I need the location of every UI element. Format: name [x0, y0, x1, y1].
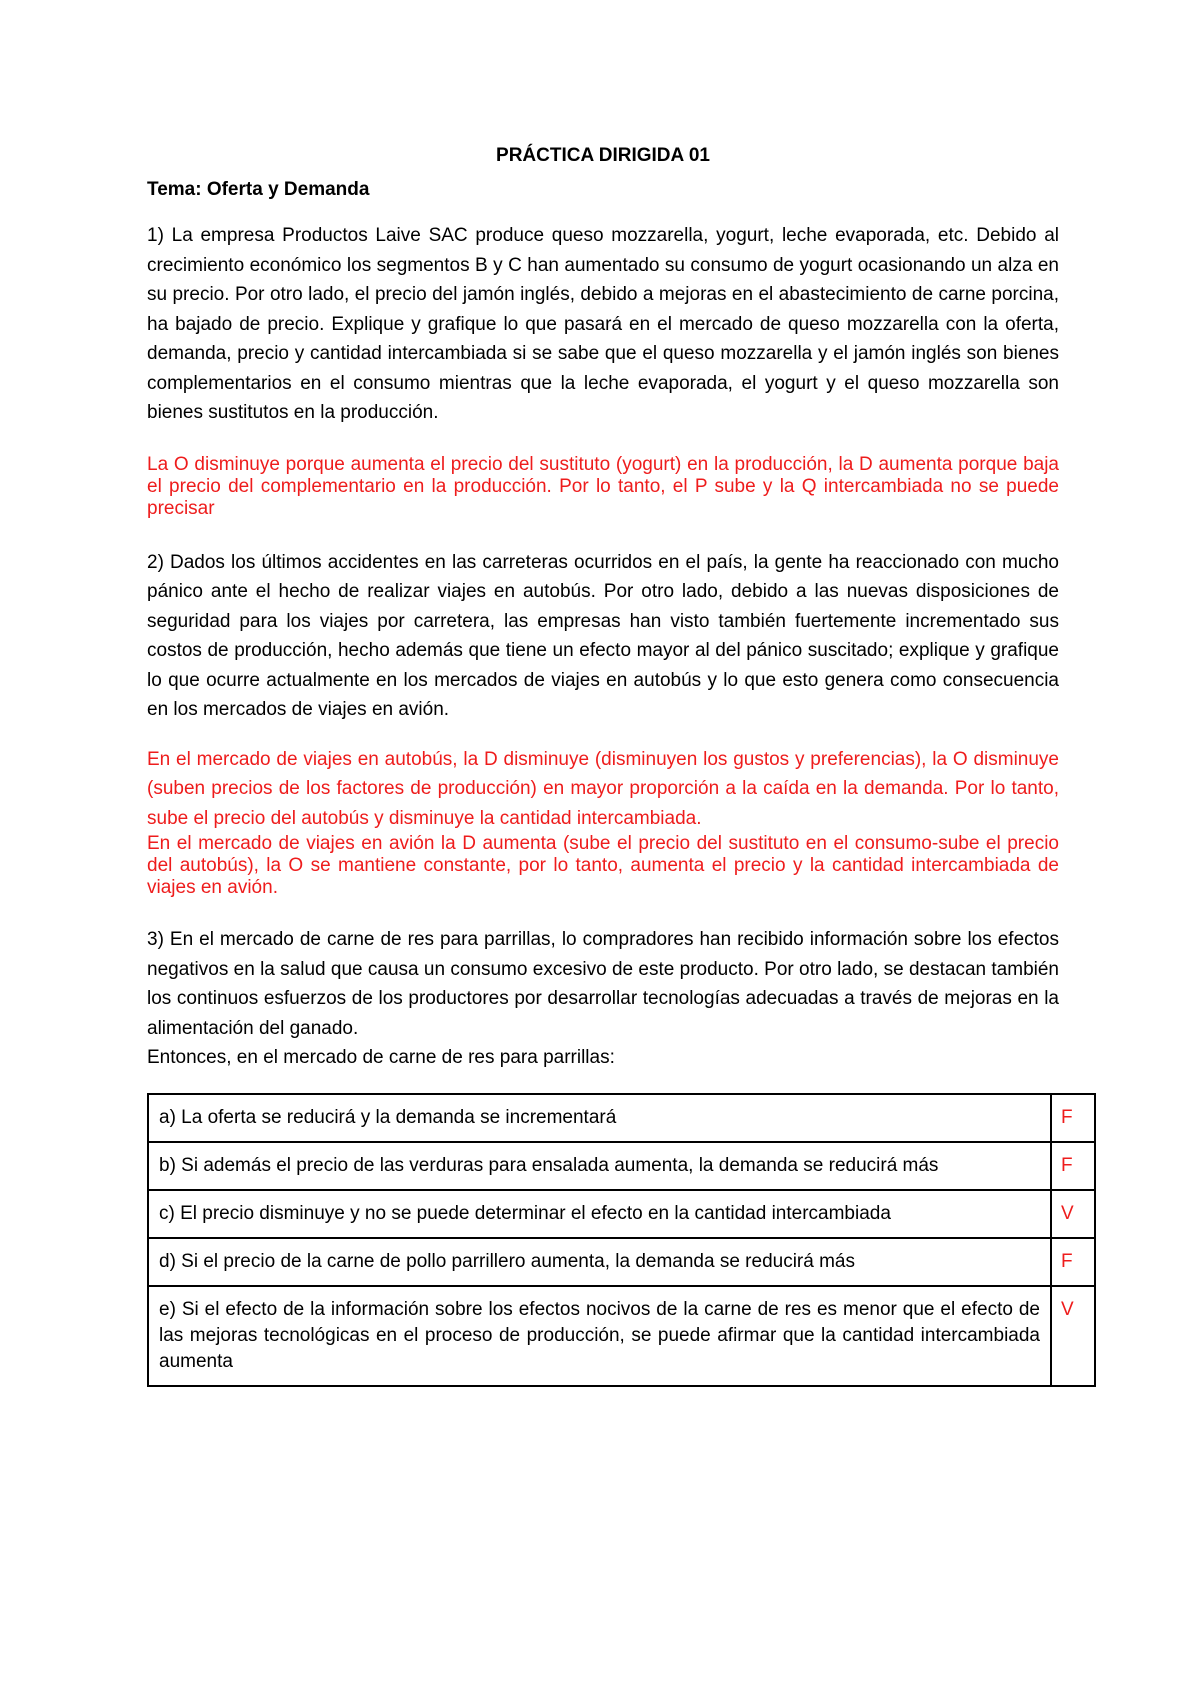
- topic-heading: Tema: Oferta y Demanda: [147, 179, 370, 200]
- statement-text: d) Si el precio de la carne de pollo parrillero aumenta, la demanda se reducirá más: [148, 1238, 1051, 1286]
- question-2: 2) Dados los últimos accidentes en las carreteras ocurridos en el país, la gente ha reaccionado con mucho pánico ante el hecho de realizar viajes en autobús. Por otro lado, debido a las nuevas disposiciones de seguridad para los viajes por carretera, las empresas han visto también fuertemente incrementado sus costos de producción, hecho además que tiene un efecto mayor al del pánico suscitado; explique y grafique lo que ocurre actualmente en los mercados de viajes en autobús y lo que esto genera como consecuencia en los mercados de viajes en avión.: [147, 551, 1059, 720]
- question-3-lead: Entonces, en el mercado de carne de res para parrillas:: [147, 1047, 615, 1068]
- table-row: [148, 1142, 1095, 1190]
- statement-text: a) La oferta se reducirá y la demanda se incrementará: [148, 1094, 1051, 1142]
- statement-text: b) Si además el precio de las verduras para ensalada aumenta, la demanda se reducirá más: [148, 1142, 1051, 1190]
- document-page: [147, 145, 1074, 1387]
- statement-answer: F: [1051, 1238, 1095, 1286]
- true-false-table: [147, 1093, 1096, 1387]
- statement-answer: V: [1051, 1286, 1095, 1386]
- statement-text: e) Si el efecto de la información sobre los efectos nocivos de la carne de res es menor que el efecto de las mejoras tecnológicas en el proceso de producción, se puede afirmar que la cantidad intercambiada aumenta: [148, 1286, 1051, 1386]
- answer-2-bus: En el mercado de viajes en autobús, la D disminuye (disminuyen los gustos y preferencias), la O disminuye (suben precios de los factores de producción) en mayor proporción a la caída en la demanda. Por lo tanto, sube el precio del autobús y disminuye la cantidad intercambiada.: [147, 748, 1059, 829]
- statement-answer: F: [1051, 1142, 1095, 1190]
- statement-text: c) El precio disminuye y no se puede determinar el efecto en la cantidad intercambiada: [148, 1190, 1051, 1238]
- table-row: [148, 1238, 1095, 1286]
- answer-1: La O disminuye porque aumenta el precio del sustituto (yogurt) en la producción, la D aumenta porque baja el precio del complementario en la producción. Por lo tanto, el P sube y la Q intercambiada no se puede precisar: [147, 453, 1059, 519]
- statement-answer: V: [1051, 1190, 1095, 1238]
- table-row: [148, 1094, 1095, 1142]
- answer-2-plane: En el mercado de viajes en avión la D aumenta (sube el precio del sustituto en el consumo-sube el precio del autobús), la O se mantiene constante, por lo tanto, aumenta el precio y la cantidad intercambiada de viajes en avión.: [147, 833, 1059, 898]
- table-row: [148, 1190, 1095, 1238]
- table-row: [148, 1286, 1095, 1386]
- page-title: PRÁCTICA DIRIGIDA 01: [496, 145, 710, 166]
- statement-answer: F: [1051, 1094, 1095, 1142]
- question-3: 3) En el mercado de carne de res para parrillas, lo compradores han recibido información sobre los efectos negativos en la salud que causa un consumo excesivo de este producto. Por otro lado, se destacan también los continuos esfuerzos de los productores por desarrollar tecnologías adecuadas a través de mejoras en la alimentación del ganado.: [147, 929, 1059, 1039]
- question-1: 1) La empresa Productos Laive SAC produce queso mozzarella, yogurt, leche evaporada, etc. Debido al crecimiento económico los segmentos B y C han aumentado su consumo de yogurt ocasionando un alza en su precio. Por otro lado, el precio del jamón inglés, debido a mejoras en el abastecimiento de carne porcina, ha bajado de precio. Explique y grafique lo que pasará en el mercado de queso mozzarella con la oferta, demanda, precio y cantidad intercambiada si se sabe que el queso mozzarella y el jamón inglés son bienes complementarios en el consumo mientras que la leche evaporada, el yogurt y el queso mozzarella son bienes sustitutos en la producción.: [147, 225, 1059, 423]
